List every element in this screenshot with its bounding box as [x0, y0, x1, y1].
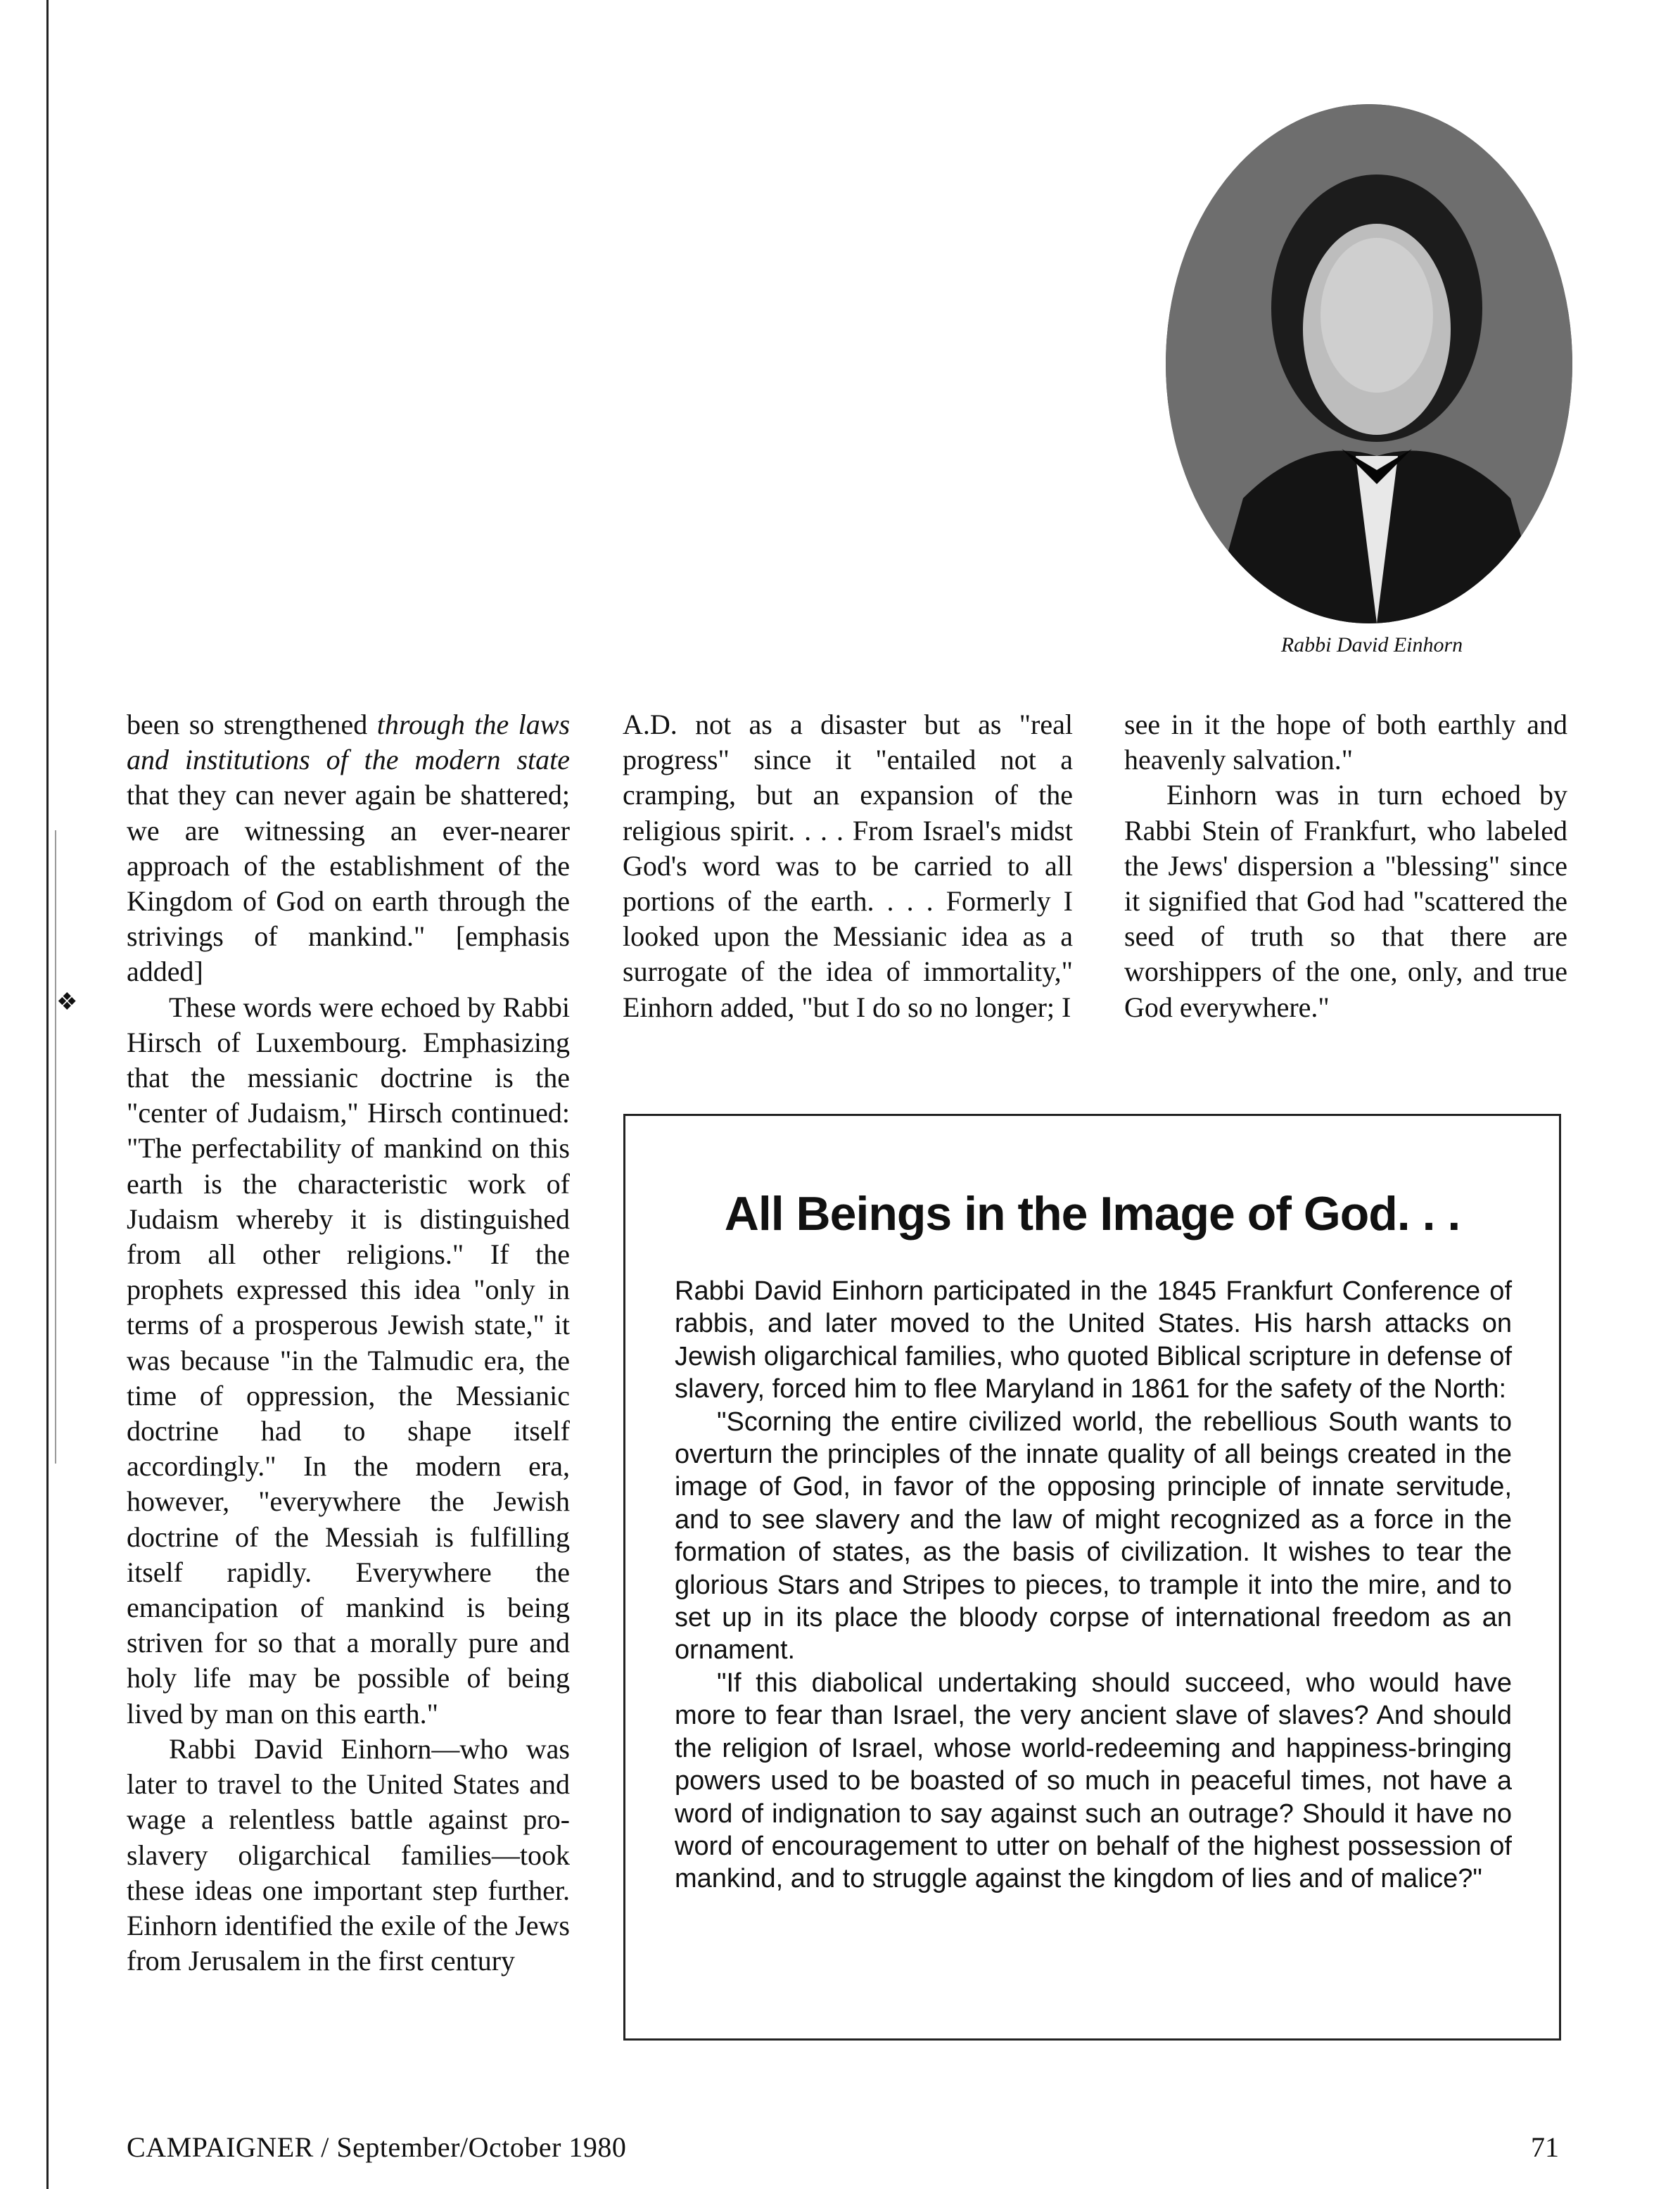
page-edge-rule-secondary	[55, 830, 56, 1464]
portrait-photo	[1166, 104, 1572, 623]
column1-paragraph-2: These words were echoed by Rabbi Hirsch of Luxembourg. Emphasizing that the messianic doctrine is the "center of Judaism," Hirsch continued: "The perfectability of mankind on this earth is the characteristic work of Judaism whereby it is distinguished from all other religions." If the prophets expressed this idea "only in terms of a prosperous Jewish state," it was because "in the Talmudic era, the time of oppression, the Messianic doctrine had to shape itself accordingly." In the modern era, however, "everywhere the Jewish doctrine of the Messiah is fulfilling itself rapidly. Everywhere the emancipation of mankind is being striven for so that a morally pure and holy life may be possible of being lived by man on this earth."	[127, 991, 570, 1730]
article-column-2	[623, 707, 1073, 1025]
sidebar-box	[623, 1114, 1561, 2041]
column3-paragraph-1: see in it the hope of both earthly and heavenly salvation."	[1124, 709, 1567, 776]
column1-paragraph-1	[127, 707, 570, 990]
column3-paragraph-2: Einhorn was in turn echoed by Rabbi Stein of Frankfurt, who labeled the Jews' dispersion a "blessing" since it signified that God had "scattered the seed of truth so that there are worshippers of the one, only, and true God everywhere."	[1124, 779, 1567, 1023]
sidebar-paragraph-1: Rabbi David Einhorn participated in the 1845 Frankfurt Conference of rabbis, and later moved to the United States. His harsh attacks on Jewish oligarchical families, who quoted Biblical scripture in defense of slavery, forced him to flee Maryland in 1861 for the safety of the North:	[675, 1276, 1512, 1404]
column1-text-run: that they can never again be shattered; we are witnessing an ever-nearer approach of the establishment of the Kingdom of God on earth through the strivings of mankind." [emphasis added]	[127, 779, 570, 988]
sidebar-paragraph-3: "If this diabolical undertaking should succeed, who would have more to fear than Israel, the very ancient slave of slaves? And should the religion of Israel, whose world-redeeming and happiness-bringing powers used to be boasted of so much in peaceful times, not have a word of indignation to say against such an outrage? Should it have no word of encouragement to utter on behalf of the highest possession of mankind, and to struggle against the kingdom of lies and of malice?"	[675, 1668, 1512, 1894]
column1-paragraph-3: Rabbi David Einhorn—who was later to travel to the United States and wage a relentless battle against pro-slavery oligarchical families—took these ideas one important step further. Einhorn identified the exile of the Jews from Jerusalem in the first century	[127, 1732, 570, 1977]
sidebar-body	[675, 1275, 1512, 1896]
page-number: 71	[1531, 2131, 1559, 2163]
column1-text-run: been so strengthened	[127, 709, 377, 740]
footer-publication: CAMPAIGNER / September/October 1980	[127, 2131, 627, 2163]
article-column-1	[127, 707, 570, 1979]
sidebar-paragraph-2: "Scorning the entire civilized world, the rebellious South wants to overturn the principles of the innate quality of all beings created in the image of God, in favor of the opposing principle of innate servitude, and to see slavery and the law of might recognized as a force in the formation of states, as the basis of civilization. It wishes to tear the glorious Stars and Stripes to pieces, to trample it into the mire, and to set up in its place the bloody corpse of international freedom as an ornament.	[675, 1407, 1512, 1665]
portrait-illustration	[1166, 104, 1572, 623]
article-column-3	[1124, 707, 1567, 1025]
column1-italic-run: through the laws and institutions of the modern state	[127, 709, 571, 776]
column2-paragraph-1: A.D. not as a disaster but as "real progress" since it "entailed not a cramping, but an expansion of the religious spirit. . . . From Israel's midst God's word was to be carried to all portions of the earth. . . . Formerly I looked upon the Messianic idea as a surrogate of the idea of immortality," Einhorn added, "but I do so no longer; I	[623, 709, 1073, 1023]
page-edge-rule	[46, 0, 49, 2189]
sidebar-title: All Beings in the Image of God. . .	[724, 1187, 1461, 1241]
photo-caption: Rabbi David Einhorn	[1280, 633, 1463, 656]
margin-mark: ❖	[56, 989, 78, 1015]
